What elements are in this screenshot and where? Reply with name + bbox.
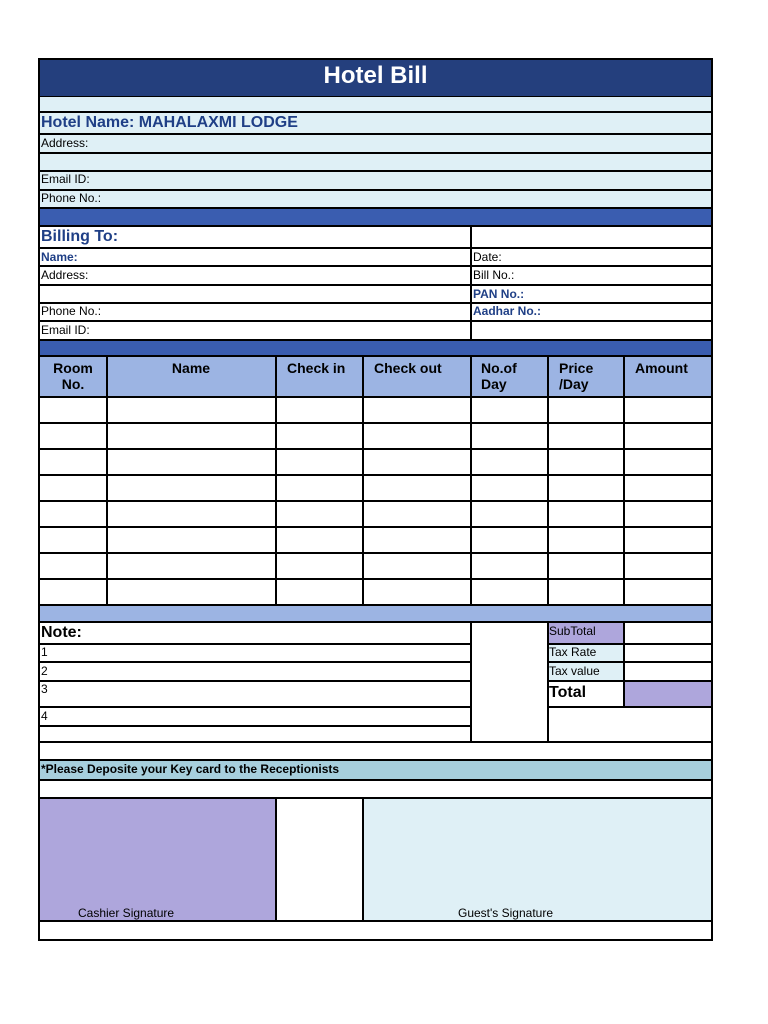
note-item: 3 <box>41 682 48 696</box>
rule <box>39 578 712 580</box>
rule <box>623 622 625 708</box>
billing-name-label: Name: <box>41 250 78 264</box>
total-label: Total <box>549 684 587 701</box>
rule <box>39 725 471 727</box>
tax-value-label: Tax value <box>549 664 600 678</box>
rule <box>548 661 712 663</box>
col-header-amount: Amount <box>635 360 688 376</box>
rule <box>547 356 549 605</box>
rule <box>39 355 712 357</box>
col-header-price-per-day: Price /Day <box>559 360 594 392</box>
rule <box>548 680 712 682</box>
guest-signature-label: Guest's Signature <box>458 906 554 920</box>
rule <box>39 604 712 606</box>
hotel-phone-label: Phone No.: <box>41 191 102 205</box>
rule <box>39 247 712 249</box>
key-card-notice: *Please Deposite your Key card to the Receptionists <box>41 762 340 776</box>
col-header-days: No.of Day <box>481 360 517 392</box>
col-header-check-in: Check in <box>287 360 346 376</box>
hotel-email-label: Email ID: <box>41 172 90 186</box>
aadhar-number-label: Aadhar No.: <box>473 304 542 318</box>
rule <box>39 339 712 341</box>
cashier-signature-label: Cashier Signature <box>78 906 175 920</box>
rule <box>39 133 712 135</box>
pan-number-label: PAN No.: <box>473 287 525 301</box>
billing-email-label: Email ID: <box>41 323 90 337</box>
rule <box>39 797 712 799</box>
rule <box>39 225 712 227</box>
rule <box>39 526 712 528</box>
note-item: 2 <box>41 664 48 678</box>
rule <box>39 152 712 154</box>
hotel-name: Hotel Name: MAHALAXMI LODGE <box>41 114 298 131</box>
rule <box>39 474 712 476</box>
rule <box>275 356 277 605</box>
rule <box>39 779 712 781</box>
col-header-check-out: Check out <box>374 360 442 376</box>
tax-rate-label: Tax Rate <box>549 645 597 659</box>
rule <box>362 798 364 921</box>
rule <box>39 207 712 209</box>
rule <box>39 680 471 682</box>
rule <box>548 706 712 708</box>
rule <box>470 622 472 742</box>
rule <box>39 661 471 663</box>
rule <box>362 356 364 605</box>
rule <box>39 643 471 645</box>
rule <box>39 302 712 304</box>
rule <box>39 320 712 322</box>
col-header-room-no: Room No. <box>53 360 93 392</box>
billing-phone-label: Phone No.: <box>41 304 102 318</box>
rule <box>547 622 549 742</box>
rule <box>39 706 471 708</box>
subtotal-label: SubTotal <box>549 624 596 638</box>
billing-address-label: Address: <box>41 268 89 282</box>
rule <box>470 356 472 605</box>
rule <box>39 265 712 267</box>
col-header-name: Name <box>171 360 211 376</box>
bill-date-label: Date: <box>473 250 502 264</box>
rule <box>39 920 712 922</box>
rule <box>39 189 712 191</box>
rule <box>39 741 712 743</box>
rule <box>39 170 712 172</box>
bill-number-label: Bill No.: <box>473 268 515 282</box>
billing-heading: Billing To: <box>41 228 119 245</box>
rule <box>39 500 712 502</box>
rule <box>39 552 712 554</box>
rule <box>39 396 712 398</box>
rule <box>623 356 625 605</box>
rule <box>275 798 277 921</box>
rule <box>39 111 712 113</box>
hotel-address-label: Address: <box>41 136 89 150</box>
rule <box>39 422 712 424</box>
rule <box>39 759 712 761</box>
note-item: 1 <box>41 645 48 659</box>
rule <box>39 284 712 286</box>
note-heading: Note: <box>41 624 82 641</box>
page-title: Hotel Bill <box>323 62 428 89</box>
rule <box>470 226 472 340</box>
rule <box>106 356 108 605</box>
note-item: 4 <box>41 709 48 723</box>
rule <box>39 621 712 623</box>
rule <box>39 96 712 97</box>
rule <box>39 448 712 450</box>
